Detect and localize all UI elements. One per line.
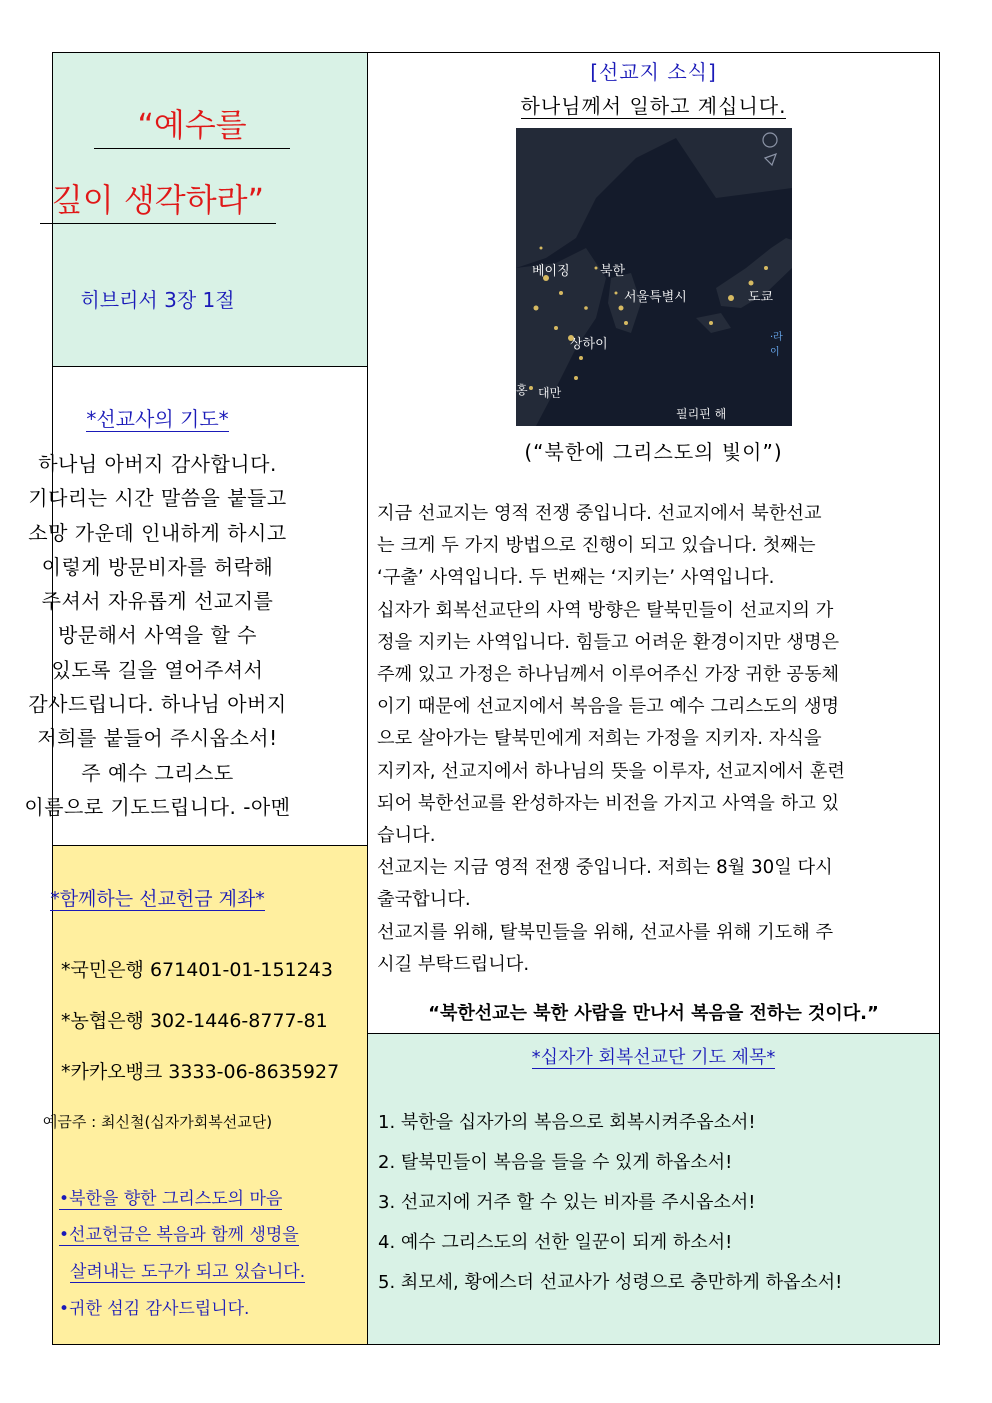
bank-account-nonghyup: *농협은행 302-1446-8777-81 [61,1010,328,1032]
news-line: 습니다. [377,825,436,847]
prayer-title: *선교사의 기도* [86,407,229,431]
news-line: 는 크게 두 가지 방법으로 진행이 되고 있습니다. 첫째는 [377,535,816,557]
verse-line-1: “예수를 [94,100,290,149]
news-line: 지키자, 선교지에서 하나님의 뜻을 이루자, 선교지에서 훈련 [377,760,845,782]
map-label-north-korea: 북한 [600,264,626,279]
news-line: 되어 북한선교를 완성하자는 비전을 가지고 사역을 하고 있 [377,792,840,814]
news-line: 지금 선교지는 영적 전쟁 중입니다. 선교지에서 북한선교 [377,503,822,524]
account-note: •선교헌금은 복음과 함께 생명을 [59,1225,299,1245]
bank-account-kakao: *카카오뱅크 3333-06-8635927 [61,1061,340,1083]
news-line: 선교지는 지금 영적 전쟁 중입니다. 저희는 8월 30일 다시 [377,857,833,879]
news-body [377,498,931,981]
map-label-seoul: 서울특별시 [624,290,687,305]
verse-reference: 히브리서 3장 1절 [80,288,235,312]
bank-account-kookmin: *국민은행 671401-01-151243 [61,959,333,981]
news-line: 십자가 회복선교단의 사역 방향은 탈북민들이 선교지의 가 [377,599,834,621]
prayer-topic-item: 3. 선교지에 거주 할 수 있는 비자를 주시옵소서! [378,1192,756,1213]
map-label-ra: ·라이 [770,332,783,358]
news-line: 출국합니다. [377,889,471,911]
prayer-topics-title: *십자가 회복선교단 기도 제목* [531,1047,776,1068]
prayer-line: 주셔서 자유롭게 선교지를 [41,589,274,614]
prayer-line: 이렇게 방문비자를 허락해 [41,554,274,579]
news-line: 이기 때문에 선교지에서 복음을 듣고 예수 그리스도의 생명 [377,696,840,718]
map-label-shanghai: 상하이 [570,337,608,352]
account-note: •북한을 향한 그리스도의 마음 [59,1189,283,1209]
news-quote: “북한선교는 북한 사람을 만나서 복음을 전하는 것이다.” [428,1003,879,1024]
news-subtitle: 하나님께서 일하고 계십니다. [520,94,787,118]
prayer-body [6,447,309,824]
account-holder: 예금주 : 최신철(십자가회복선교단) [42,1113,273,1131]
night-satellite-map [516,128,792,426]
prayer-line: 있도록 길을 열어주셔서 [51,657,264,682]
prayer-line: 하나님 아버지 감사합니다. [38,452,277,476]
news-line: ‘구출’ 사역입니다. 두 번째는 ‘지키는’ 사역입니다. [377,567,775,589]
map-label-tokyo: 도쿄 [748,290,774,305]
map-label-taiwan: 대만 [538,386,562,400]
map-label-beijing: 베이징 [532,264,570,279]
prayer-topic-item: 2. 탈북민들이 복음을 들을 수 있게 하옵소서! [378,1152,733,1173]
news-line: 선교지를 위해, 탈북민들을 위해, 선교사를 위해 기도해 주 [377,921,834,943]
prayer-line: 주 예수 그리스도 [81,760,234,785]
verse-line-2: 깊이 생각하라” [40,175,276,224]
news-line: 주께 있고 가정은 하나님께서 이루어주신 가장 귀한 공동체 [377,664,840,686]
prayer-line: 기다리는 시간 말씀을 붙들고 [28,486,287,511]
prayer-line: 저희를 붙들어 주시옵소서! [37,726,278,751]
prayer-line: 소망 가운데 인내하게 하시고 [28,520,287,545]
account-title: *함께하는 선교헌금 계좌* [50,888,265,910]
prayer-topic-item: 5. 최모세, 황에스더 선교사가 성령으로 충만하게 하옵소서! [378,1272,843,1293]
prayer-topic-item: 4. 예수 그리스도의 선한 일꾼이 되게 하소서! [378,1232,733,1253]
prayer-topic-item: 1. 북한을 십자가의 복음으로 회복시켜주옵소서! [378,1112,756,1133]
news-line: 으로 살아가는 탈북민에게 저희는 가정을 지키자. 자식을 [377,728,822,750]
map-label-hong: 홍 [516,383,528,397]
news-line: 정을 지키는 사역입니다. 힘들고 어려운 환경이지만 생명은 [377,631,840,653]
prayer-line: 방문해서 사역을 할 수 [58,623,257,648]
prayer-line: 이름으로 기도드립니다. -아멘 [24,794,291,819]
news-line: 시길 부탁드립니다. [377,953,530,975]
account-note: •귀한 섬김 감사드립니다. [59,1299,250,1319]
account-note: 살려내는 도구가 되고 있습니다. [70,1262,306,1282]
prayer-line: 감사드립니다. 하나님 아버지 [28,692,287,717]
news-header: [선교지 소식] [590,60,717,84]
map-label-philippine-sea: 필리핀 해 [676,407,727,421]
map-caption: (“북한에 그리스도의 빛이”) [524,440,783,464]
